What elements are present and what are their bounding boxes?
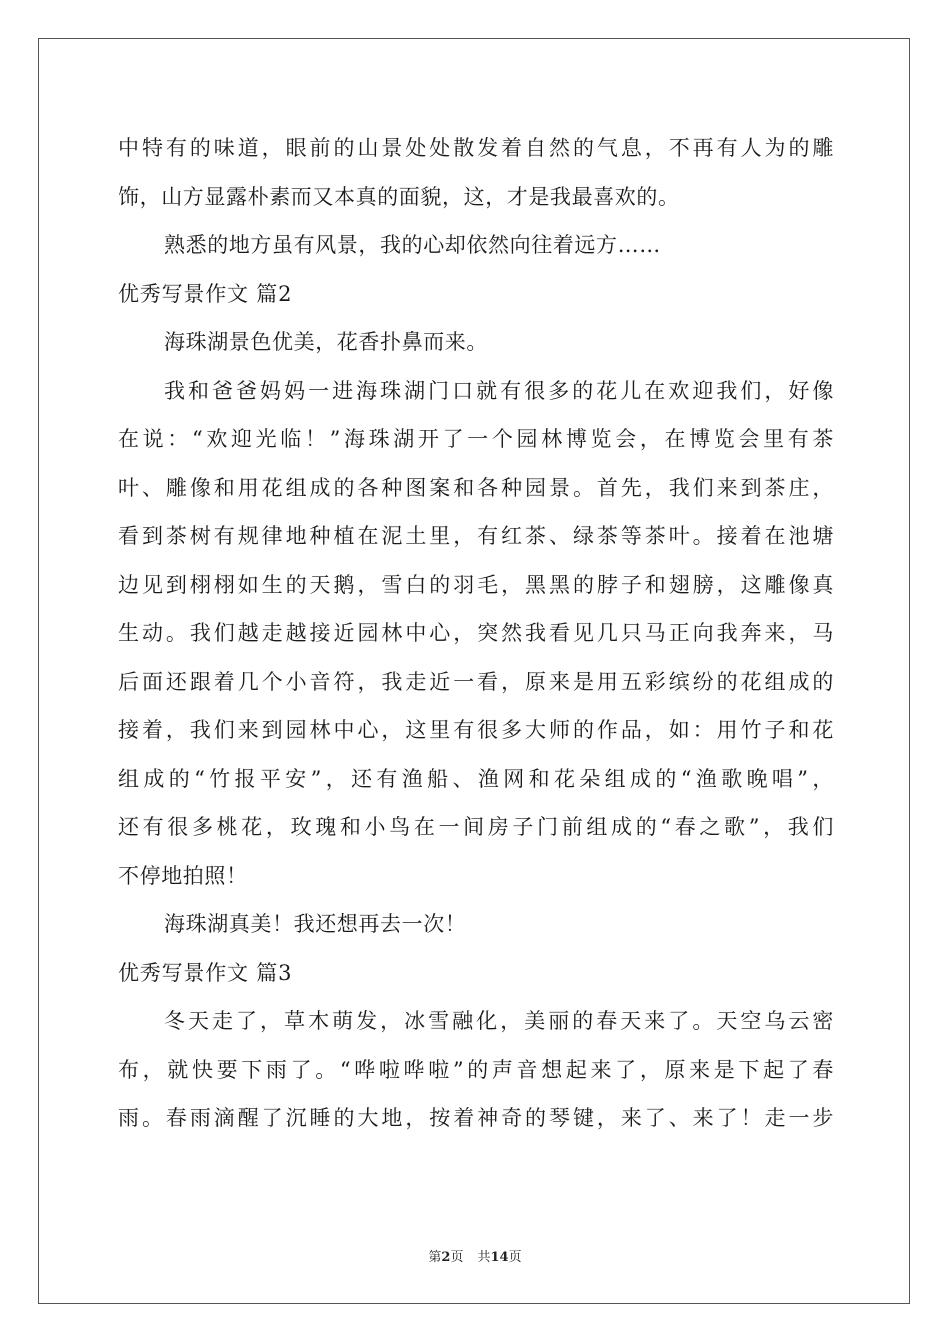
document-body: [118, 124, 834, 1143]
paragraph-line: 边见到栩栩如生的天鹅，雪白的羽毛，黑黑的脖子和翅膀，这雕像真: [118, 572, 834, 597]
paragraph-line: 冬天走了，草木萌发，冰雪融化，美丽的春天来了。天空乌云密: [164, 1009, 834, 1033]
paragraph-line: 生动。我们越走越接近园林中心，突然我看见几只马正向我奔来，马: [118, 621, 834, 645]
paragraph-line: 我和爸爸妈妈一进海珠湖门口就有很多的花儿在欢迎我们，好像: [164, 378, 834, 403]
section-heading-3: 优秀写景作文 篇3: [118, 960, 293, 985]
paragraph-line: 布，就快要下雨了。“哗啦哗啦”的声音想起来了，原来是下起了春: [118, 1057, 834, 1082]
paragraph-line: 海珠湖景色优美，花香扑鼻而来。: [164, 330, 488, 354]
paragraph-line: 在说：“欢迎光临！”海珠湖开了一个园林博览会，在博览会里有茶: [118, 427, 834, 451]
paragraph-line: 不停地拍照！: [118, 863, 248, 888]
paragraph-line: 后面还跟着几个小音符，我走近一看，原来是用五彩缤纷的花组成的: [118, 669, 834, 694]
paragraph-line: 组成的“竹报平安”，还有渔船、渔网和花朵组成的“渔歌晚唱”，: [118, 766, 834, 791]
paragraph-line: 中特有的味道，眼前的山景处处散发着自然的气息，不再有人为的雕: [118, 136, 834, 160]
page-prefix: 第: [428, 1250, 442, 1265]
total-suffix: 页: [508, 1250, 522, 1265]
total-prefix: 共: [477, 1250, 491, 1265]
paragraph-line: 还有很多桃花，玫瑰和小鸟在一间房子门前组成的“春之歌”，我们: [118, 815, 834, 839]
page-current: 2: [441, 1250, 451, 1265]
section-heading-2: 优秀写景作文 篇2: [118, 281, 293, 306]
paragraph-line: 雨。春雨滴醒了沉睡的大地，按着神奇的琴键，来了、来了！走一步: [118, 1106, 834, 1130]
page-suffix: 页: [450, 1250, 464, 1265]
paragraph-line: 熟悉的地方虽有风景，我的心却依然向往着远方……: [164, 233, 661, 257]
paragraph-line: 海珠湖真美！我还想再去一次！: [164, 912, 467, 936]
paragraph-line: 饰，山方显露朴素而又本真的面貌，这，才是我最喜欢的。: [118, 184, 680, 209]
paragraph-line: 叶、雕像和用花组成的各种图案和各种园景。首先，我们来到茶庄，: [118, 475, 834, 500]
page-footer: [0, 1246, 950, 1265]
page-total: 14: [490, 1250, 509, 1265]
paragraph-line: 看到茶树有规律地种植在泥土里，有红茶、绿茶等茶叶。接着在池塘: [118, 524, 834, 548]
paragraph-line: 接着，我们来到园林中心，这里有很多大师的作品，如：用竹子和花: [118, 718, 834, 742]
